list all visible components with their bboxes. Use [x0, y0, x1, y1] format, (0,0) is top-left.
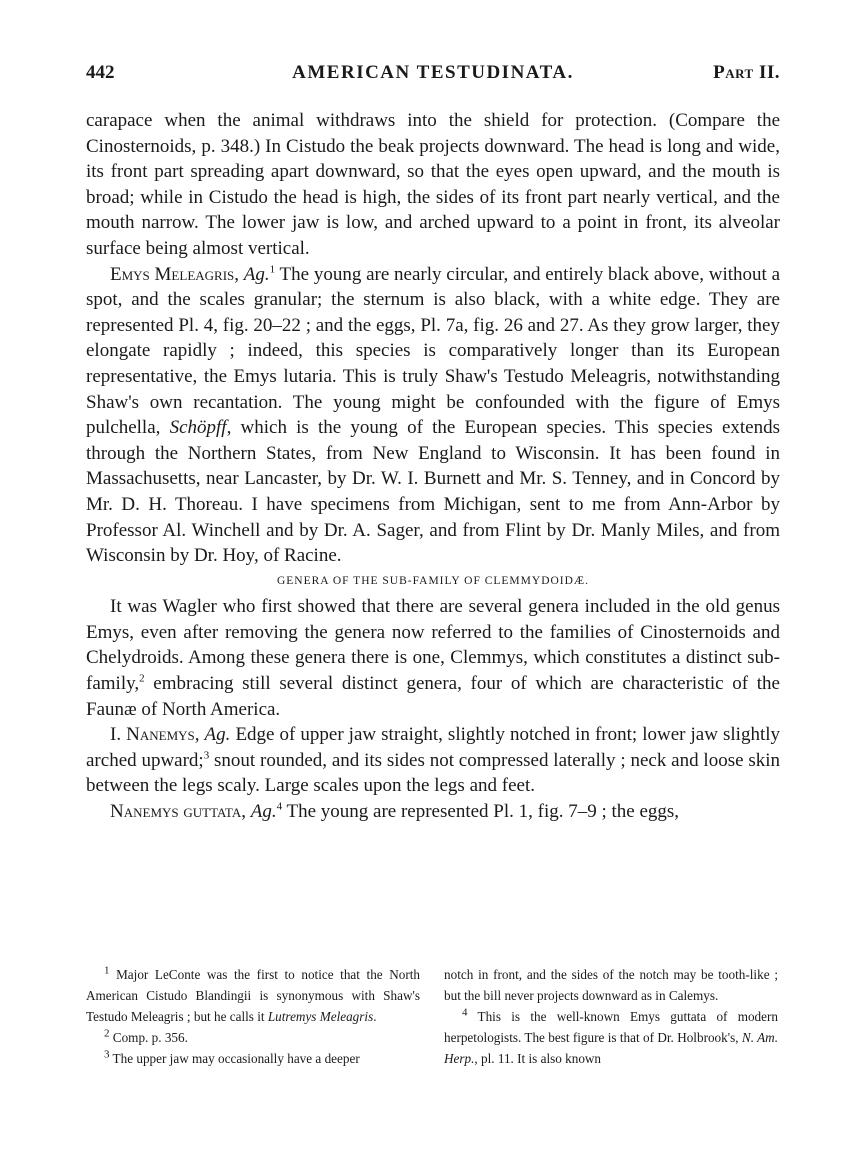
species-author: Ag. — [250, 801, 277, 823]
footnote-4 — [444, 1006, 778, 1069]
paragraph-nanemys — [86, 722, 780, 799]
footnote-2 — [86, 1027, 420, 1048]
running-title: AMERICAN TESTUDINATA. — [292, 62, 574, 83]
paragraph-text: Edge of upper jaw straight, slightly notched in front; lower jaw slightly arched upward; — [86, 724, 781, 771]
footnote-text: . — [373, 1009, 377, 1024]
genus-number: I. — [110, 724, 127, 746]
paragraph-emys-meleagris — [86, 262, 780, 569]
species-name: Emys Meleagris, — [110, 263, 240, 285]
footnote-ref: 4 — [276, 800, 283, 813]
paragraph-nanemys-guttata — [86, 799, 780, 825]
footnote-text: , pl. 11. It is also known — [474, 1051, 602, 1066]
footnote-column-right — [444, 964, 778, 1069]
paragraph-text: which is the young of the European species. This species extends through the Northern States, from New England to Wisconsin. It has been found in Massachusetts, near Lancaster, by Dr. W. I. Burnett and Mr. S. Tenney, and in Concord by Mr. D. H. Thoreau. I have specimens from Michigan, sent to me from Ann-Arbor by Professor Al. Winchell and by Dr. A. Sager, and from Flint by Dr. Manly Miles, and from Wisconsin by Dr. Hoy, of Racine. — [86, 417, 780, 567]
footnote-text: Comp. p. 356. — [109, 1030, 188, 1045]
genus-author: Ag. — [204, 724, 231, 746]
genus-name: Nanemys, — [126, 724, 200, 746]
author-citation: Schöpff, — [169, 417, 232, 439]
paragraph-text: embracing still several distinct genera, four of which are characteristic of the Faunæ of North America. — [86, 673, 780, 720]
footnote-text: This is the well-known Emys guttata of modern herpetologists. The best figure is that of Dr. Holbrook's, — [444, 1009, 778, 1045]
footnote-3-continued — [444, 964, 778, 1006]
running-header — [86, 62, 780, 90]
footnote-column-left — [86, 964, 420, 1069]
footnotes — [86, 964, 780, 1114]
page-number: 442 — [86, 62, 115, 83]
paragraph-wagler — [86, 594, 780, 722]
footnote-text: notch in front, and the sides of the notch may be tooth-like ; but the bill never projects downward as in Calemys. — [444, 967, 778, 1003]
footnote-mark: 4 — [462, 1006, 468, 1019]
footnote-ref: 2 — [139, 672, 145, 685]
footnote-text: Major LeConte was the first to notice that the North American Cistudo Blandingii is synonymous with Shaw's Testudo Meleagris ; but he calls it — [86, 967, 420, 1024]
paragraph-text: The young are nearly circular, and entirely black above, without a spot, and the scales granular; the sternum is also black, with a white edge. They are represented Pl. 4, fig. 20–22 ; and the eggs, Pl. 7a, fig. 26 and 27. As they grow larger, they elongate rapidly ; indeed, this species is comparatively longer than its European representative, the Emys lutaria. This is truly Shaw's Testudo Meleagris, notwithstanding Shaw's own recantation. The young might be confounded with the figure of Emys pulchella, — [86, 263, 781, 439]
footnote-text: The upper jaw may occasionally have a deeper — [109, 1051, 360, 1066]
footnote-ref: 1 — [269, 263, 276, 276]
footnote-mark: 2 — [104, 1027, 110, 1040]
footnote-italic: Lutremys Meleagris — [267, 1009, 374, 1024]
paragraph-text: The young are represented Pl. 1, fig. 7–9 ; the eggs, — [282, 801, 680, 823]
section-heading: GENERA OF THE SUB-FAMILY OF CLEMMYDOIDÆ. — [276, 574, 590, 587]
footnote-mark: 1 — [104, 964, 110, 977]
main-text — [86, 108, 780, 825]
footnote-mark: 3 — [104, 1048, 110, 1061]
footnote-3 — [86, 1048, 420, 1069]
species-author: Ag. — [243, 263, 270, 285]
footnote-italic: N. Am. Herp. — [444, 1030, 778, 1066]
paragraph-text: snout rounded, and its sides not compressed laterally ; neck and loose skin between the legs scaly. Large scales upon the legs and feet. — [86, 749, 781, 797]
paragraph-text: carapace when the animal withdraws into the shield for protection. (Compare the Cinosternoids, p. 348.) In Cistudo the beak projects downward. The head is long and wide, its front part spreading apart downward, so that the eyes open upward, and the mouth is broad; while in Cistudo the head is high, the sides of its front part nearly vertical, and the mouth narrow. The lower jaw is low, and arched upward to a point in front, its alveolar surface being almost vertical. — [86, 110, 780, 259]
paragraph-continuation — [86, 108, 780, 262]
part-label: Part II. — [713, 62, 780, 83]
footnote-ref: 3 — [203, 749, 210, 762]
species-name: Nanemys guttata, — [110, 801, 246, 823]
footnote-1 — [86, 964, 420, 1027]
paragraph-text: It was Wagler who first showed that there are several genera included in the old genus Emys, even after removing the genera now referred to the families of Cinosternoids and Chelydroids. Among these genera there is one, Clemmys, which constitutes a distinct sub-family, — [86, 596, 780, 695]
